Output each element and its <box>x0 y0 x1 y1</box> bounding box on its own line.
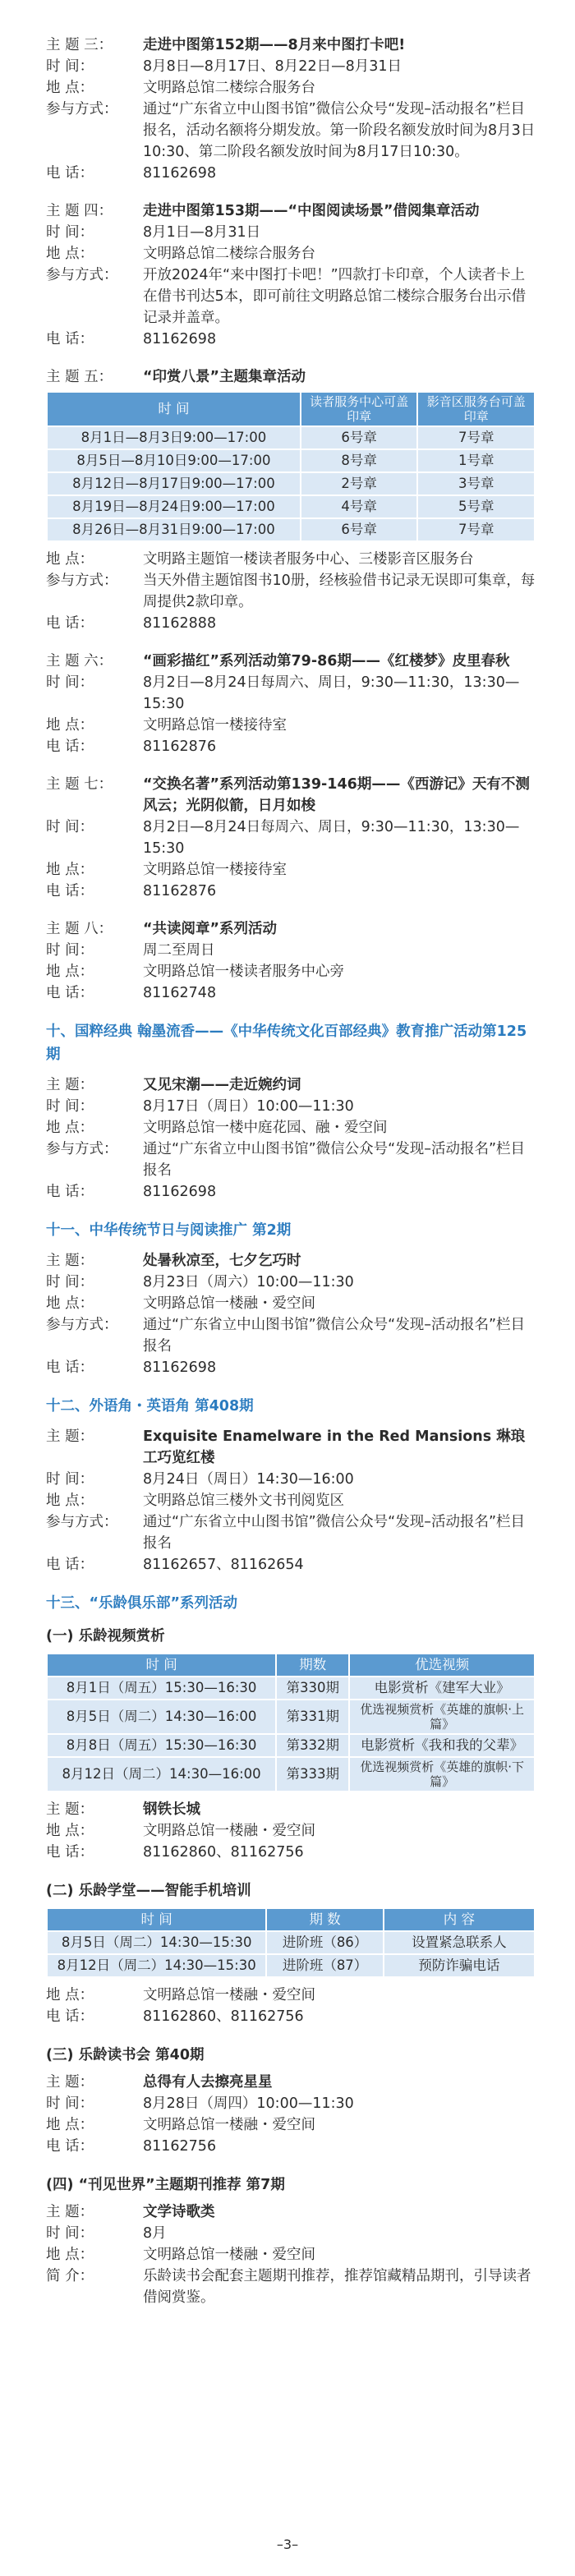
page-number: –3– <box>276 2537 299 2552</box>
event-3 <box>46 34 536 184</box>
event-title: 处暑秋凉至，七夕乞巧时 <box>143 1253 301 1269</box>
place-label: 地 点： <box>46 862 94 878</box>
event-place: 文明路总馆一楼融・爱空间 <box>143 2247 315 2263</box>
theme-label: 主 题： <box>46 1077 94 1093</box>
table-cell: 7号章 <box>417 426 535 449</box>
event-phone: 81162698 <box>143 331 217 347</box>
event-section-10 <box>46 1074 536 1203</box>
event-title: 走进中图第153期——“中图阅读场景”借阅集章活动 <box>143 203 480 219</box>
event-sub4 <box>46 2201 536 2308</box>
table-header: 期数 <box>276 1654 349 1677</box>
table-cell: 8月12日（周二）14:30—16:00 <box>47 1757 276 1792</box>
event-sub3 <box>46 2072 536 2157</box>
table-cell: 第333期 <box>276 1757 349 1792</box>
event-section-11 <box>46 1250 536 1378</box>
method-label: 参与方式： <box>46 573 118 589</box>
time-label: 时 间： <box>46 58 94 75</box>
event-title: 钢铁长城 <box>143 1801 200 1818</box>
table-cell: 8月19日—8月24日9:00—17:00 <box>47 495 301 518</box>
table-header: 优选视频 <box>349 1654 535 1677</box>
section-heading: 十、国粹经典 翰墨流香——《中华传统文化百部经典》教育推广活动第125期 <box>46 1024 527 1063</box>
table-row <box>47 1700 535 1734</box>
event-5 <box>46 366 536 634</box>
time-label: 时 间： <box>46 1098 94 1115</box>
event-phone: 81162860、81162756 <box>143 2008 304 2025</box>
theme-label: 主 题： <box>46 1253 94 1269</box>
event-phone: 81162698 <box>143 1359 217 1376</box>
event-place: 文明路总馆一楼读者服务中心旁 <box>143 964 344 980</box>
phone-label: 电 话： <box>46 2008 94 2025</box>
method-label: 参与方式： <box>46 1141 118 1157</box>
content <box>46 34 536 2325</box>
subsection-heading: (一) 乐龄视频赏析 <box>46 1628 165 1644</box>
phone-label: 电 话： <box>46 883 94 899</box>
event-method: 当天外借主题馆图书10册，经核验借书记录无误即可集章，每周提供2款印章。 <box>143 573 536 610</box>
event-time: 8月 <box>143 2225 167 2242</box>
method-label: 参与方式： <box>46 1317 118 1333</box>
table-cell: 2号章 <box>301 472 418 495</box>
event-title: “印赏八景”主题集章活动 <box>143 369 306 385</box>
theme-label: 主 题 八： <box>46 921 113 937</box>
phone-label: 电 话： <box>46 738 94 755</box>
time-label: 时 间： <box>46 1471 94 1488</box>
event-place: 文明路总馆一楼中庭花园、融・爱空间 <box>143 1120 388 1136</box>
event-title: “交换名著”系列活动第139-146期——《西游记》天有不测风云；光阴似箭，日月如梭 <box>143 776 530 814</box>
event-title: “画彩描红”系列活动第79-86期——《红楼梦》皮里春秋 <box>143 653 510 669</box>
phone-label: 电 话： <box>46 1184 94 1200</box>
time-label: 时 间： <box>46 2225 94 2242</box>
subsection-heading: (四) “刊见世界”主题期刊推荐 第7期 <box>46 2177 285 2193</box>
event-method: 通过“广东省立中山图书馆”微信公众号“发现–活动报名”栏目报名 <box>143 1514 526 1552</box>
table-cell: 电影赏析《我和我的父辈》 <box>349 1734 535 1757</box>
table-cell: 8月8日（周五）15:30—16:30 <box>47 1734 276 1757</box>
table-cell: 6号章 <box>301 426 418 449</box>
theme-label: 主 题： <box>46 1428 94 1445</box>
table-cell: 8月26日—8月31日9:00—17:00 <box>47 518 301 541</box>
place-label: 地 点： <box>46 2117 94 2133</box>
table-header: 读者服务中心可盖印章 <box>301 392 418 426</box>
table-row <box>47 495 535 518</box>
event-sub2-info <box>46 1985 536 2027</box>
subsection-heading: (三) 乐龄读书会 第40期 <box>46 2047 205 2063</box>
place-label: 地 点： <box>46 964 94 980</box>
event-6 <box>46 651 536 757</box>
table-cell: 6号章 <box>301 518 418 541</box>
place-label: 地 点： <box>46 246 94 262</box>
table-header: 影音区服务台可盖印章 <box>417 392 535 426</box>
table-row <box>47 426 535 449</box>
table-row <box>47 1677 535 1700</box>
section-heading: 十三、“乐龄俱乐部”系列活动 <box>46 1595 238 1612</box>
table-cell: 8月12日—8月17日9:00—17:00 <box>47 472 301 495</box>
table-cell: 8月5日—8月10日9:00—17:00 <box>47 449 301 472</box>
event-4 <box>46 200 536 350</box>
table-cell: 设置紧急联系人 <box>384 1931 535 1954</box>
theme-label: 主 题： <box>46 2074 94 2091</box>
theme-label: 主 题 五： <box>46 369 113 385</box>
event-section-12 <box>46 1426 536 1576</box>
table-cell: 第330期 <box>276 1677 349 1700</box>
table-header-row <box>47 392 535 426</box>
phone-label: 电 话： <box>46 2138 94 2155</box>
theme-label: 主 题 四： <box>46 203 113 219</box>
event-title: 总得有人去擦亮星星 <box>143 2074 273 2091</box>
table-cell: 8月5日（周二）14:30—16:00 <box>47 1700 276 1734</box>
table-cell: 优选视频赏析《英雄的旗帜·下篇》 <box>349 1757 535 1792</box>
table-header: 期 数 <box>266 1908 384 1931</box>
time-label: 时 间： <box>46 819 94 835</box>
event-time: 周二至周日 <box>143 942 215 959</box>
table-row <box>47 1954 535 1977</box>
place-label: 地 点： <box>46 2247 94 2263</box>
time-label: 时 间： <box>46 1274 94 1290</box>
event-time: 8月8日—8月17日、8月22日—8月31日 <box>143 58 402 75</box>
place-label: 地 点： <box>46 1823 94 1839</box>
event-time: 8月24日（周日）14:30—16:00 <box>143 1471 354 1488</box>
event-phone: 81162748 <box>143 985 217 1001</box>
event-phone: 81162657、81162654 <box>143 1557 304 1573</box>
table-row <box>47 449 535 472</box>
table-cell: 8月1日—8月3日9:00—17:00 <box>47 426 301 449</box>
table-cell: 3号章 <box>417 472 535 495</box>
phone-label: 电 话： <box>46 331 94 347</box>
event-time: 8月1日—8月31日 <box>143 224 261 241</box>
place-label: 地 点： <box>46 717 94 734</box>
event-phone: 81162698 <box>143 165 217 182</box>
method-label: 参与方式： <box>46 101 118 117</box>
table-header: 时 间 <box>47 1908 266 1931</box>
event-method: 通过“广东省立中山图书馆”微信公众号“发现–活动报名”栏目报名 <box>143 1141 526 1179</box>
table-cell: 第331期 <box>276 1700 349 1734</box>
event-method: 开放2024年“来中图打卡吧！”四款打卡印章，个人读者卡上在借书刊达5本，即可前往文明路总馆二楼综合服务台出示借记录并盖章。 <box>143 267 527 326</box>
event-phone: 81162698 <box>143 1184 217 1200</box>
place-label: 地 点： <box>46 1120 94 1136</box>
table-header-row <box>47 1908 535 1931</box>
table-cell: 8月5日（周二）14:30—15:30 <box>47 1931 266 1954</box>
table-header-row <box>47 1654 535 1677</box>
event-phone: 81162888 <box>143 615 217 632</box>
event-time: 8月28日（周四）10:00—11:30 <box>143 2095 354 2112</box>
event-place: 文明路总馆二楼综合服务台 <box>143 246 315 262</box>
event-place: 文明路总馆一楼融・爱空间 <box>143 1823 315 1839</box>
method-label: 参与方式： <box>46 1514 118 1530</box>
event-title: Exquisite Enamelware in the Red Mansions 琳琅工巧览红楼 <box>143 1428 526 1466</box>
event-title: 又见宋潮——走近婉约词 <box>143 1077 301 1093</box>
event-phone: 81162876 <box>143 738 217 755</box>
intro-label: 简 介： <box>46 2268 94 2284</box>
phone-label: 电 话： <box>46 615 94 632</box>
phone-label: 电 话： <box>46 1844 94 1861</box>
event-phone: 81162756 <box>143 2138 217 2155</box>
section-heading: 十一、中华传统节日与阅读推广 第2期 <box>46 1222 292 1239</box>
event-phone: 81162876 <box>143 883 217 899</box>
place-label: 地 点： <box>46 80 94 96</box>
place-label: 地 点： <box>46 1493 94 1509</box>
theme-label: 主 题 六： <box>46 653 113 669</box>
table-row <box>47 1734 535 1757</box>
theme-label: 主 题： <box>46 2204 94 2220</box>
event-method: 通过“广东省立中山图书馆”微信公众号“发现–活动报名”栏目报名，活动名额将分期发放。第一阶段名额发放时间为8月3日10:30、第二阶段名额发放时间为8月17日10:30。 <box>143 101 536 160</box>
phone-label: 电 话： <box>46 1557 94 1573</box>
event-place: 文明路主题馆一楼读者服务中心、三楼影音区服务台 <box>143 551 474 568</box>
section-heading: 十二、外语角・英语角 第408期 <box>46 1398 254 1414</box>
place-label: 地 点： <box>46 1987 94 2003</box>
table-row <box>47 1931 535 1954</box>
place-label: 地 点： <box>46 551 94 568</box>
event-place: 文明路总馆一楼接待室 <box>143 717 287 734</box>
event-place: 文明路总馆一楼接待室 <box>143 862 287 878</box>
event-method: 通过“广东省立中山图书馆”微信公众号“发现–活动报名”栏目报名 <box>143 1317 526 1355</box>
table-header: 内 容 <box>384 1908 535 1931</box>
table-cell: 预防诈骗电话 <box>384 1954 535 1977</box>
table-row <box>47 518 535 541</box>
event-place: 文明路总馆二楼综合服务台 <box>143 80 315 96</box>
event-place: 文明路总馆一楼融・爱空间 <box>143 1987 315 2003</box>
table-cell: 7号章 <box>417 518 535 541</box>
phone-label: 电 话： <box>46 165 94 182</box>
time-label: 时 间： <box>46 674 94 691</box>
time-label: 时 间： <box>46 224 94 241</box>
table-cell: 1号章 <box>417 449 535 472</box>
event-title: 文学诗歌类 <box>143 2204 215 2220</box>
time-label: 时 间： <box>46 2095 94 2112</box>
event-place: 文明路总馆三楼外文书刊阅览区 <box>143 1493 344 1509</box>
theme-label: 主 题： <box>46 1801 94 1818</box>
table-cell: 4号章 <box>301 495 418 518</box>
stamp-schedule-table <box>46 391 536 542</box>
table-cell: 进阶班（87） <box>266 1954 384 1977</box>
table-cell: 8号章 <box>301 449 418 472</box>
time-label: 时 间： <box>46 942 94 959</box>
table-cell: 进阶班（86） <box>266 1931 384 1954</box>
table-header: 时 间 <box>47 1654 276 1677</box>
event-8 <box>46 918 536 1004</box>
table-cell: 优选视频赏析《英雄的旗帜·上篇》 <box>349 1700 535 1734</box>
theme-label: 主 题 三： <box>46 37 113 53</box>
table-cell: 8月12日（周二）14:30—15:30 <box>47 1954 266 1977</box>
event-7 <box>46 774 536 902</box>
table-cell: 第332期 <box>276 1734 349 1757</box>
table-header: 时 间 <box>47 392 301 426</box>
phone-label: 电 话： <box>46 985 94 1001</box>
table-cell: 8月1日（周五）15:30—16:30 <box>47 1677 276 1700</box>
subsection-heading: (二) 乐龄学堂——智能手机培训 <box>46 1883 251 1899</box>
event-place: 文明路总馆一楼融・爱空间 <box>143 2117 315 2133</box>
event-title: 走进中图第152期——8月来中图打卡吧! <box>143 37 406 53</box>
event-sub1-info <box>46 1799 536 1863</box>
event-title: “共读阅章”系列活动 <box>143 921 278 937</box>
event-time: 8月2日—8月24日每周六、周日，9:30—11:30，13:30—15:30 <box>143 674 520 712</box>
event-time: 8月2日—8月24日每周六、周日，9:30—11:30，13:30—15:30 <box>143 819 520 857</box>
table-row <box>47 472 535 495</box>
video-schedule-table <box>46 1653 536 1792</box>
event-place: 文明路总馆一楼融・爱空间 <box>143 1295 315 1312</box>
event-intro: 乐龄读书会配套主题期刊推荐，推荐馆藏精品期刊，引导读者借阅赏鉴。 <box>143 2268 531 2306</box>
table-row <box>47 1757 535 1792</box>
table-cell: 电影赏析《建军大业》 <box>349 1677 535 1700</box>
event-time: 8月17日（周日）10:00—11:30 <box>143 1098 354 1115</box>
phone-label: 电 话： <box>46 1359 94 1376</box>
event-phone: 81162860、81162756 <box>143 1844 304 1861</box>
place-label: 地 点： <box>46 1295 94 1312</box>
theme-label: 主 题 七： <box>46 776 113 793</box>
method-label: 参与方式： <box>46 267 118 283</box>
event-time: 8月23日（周六）10:00—11:30 <box>143 1274 354 1290</box>
table-cell: 5号章 <box>417 495 535 518</box>
phone-training-table <box>46 1907 536 1978</box>
